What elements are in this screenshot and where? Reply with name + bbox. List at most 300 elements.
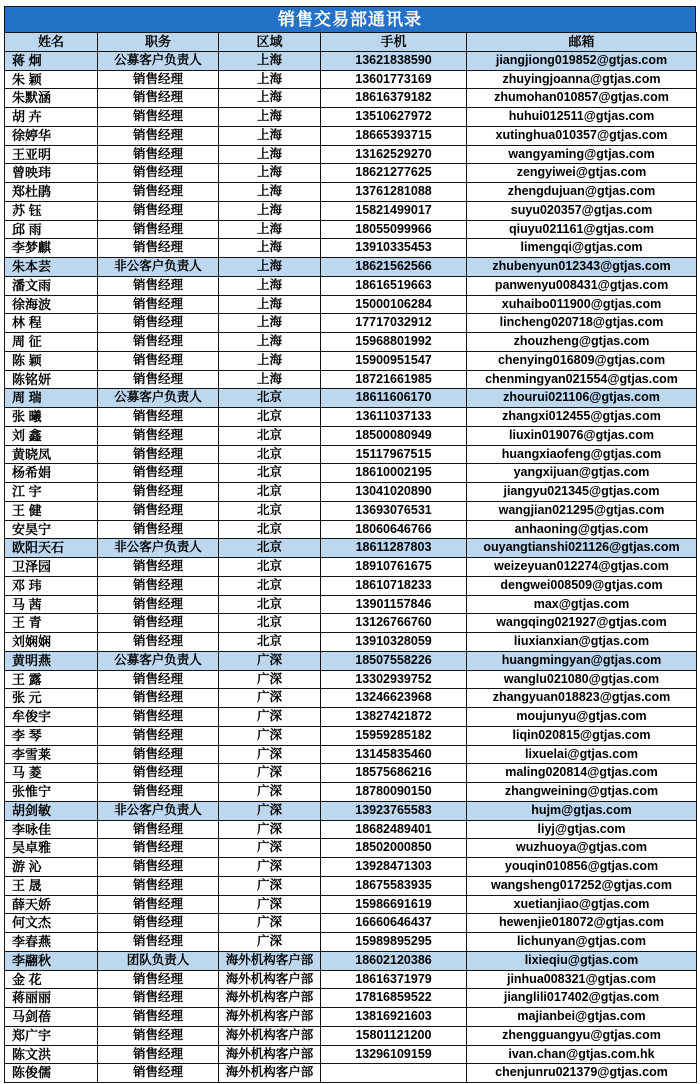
phone-cell: 18060646766 [321, 520, 467, 539]
page-title: 销售交易部通讯录 [4, 6, 696, 32]
name-cell: 李雪莱 [5, 745, 98, 764]
region-cell: 海外机构客户部 [219, 1026, 321, 1045]
position-cell: 销售经理 [98, 108, 219, 127]
name-cell: 杨希娟 [5, 464, 98, 483]
table-row [5, 951, 697, 970]
table-row [5, 820, 697, 839]
email-cell: lixuelai@gtjas.com [467, 745, 697, 764]
contacts-table [4, 32, 697, 1083]
table-row [5, 576, 697, 595]
name-cell: 王 健 [5, 501, 98, 520]
region-cell: 广深 [219, 933, 321, 952]
table-row [5, 389, 697, 408]
phone-cell: 18500080949 [321, 426, 467, 445]
phone-cell: 18610002195 [321, 464, 467, 483]
position-cell: 销售经理 [98, 933, 219, 952]
region-cell: 上海 [219, 108, 321, 127]
region-cell: 上海 [219, 164, 321, 183]
table-row [5, 708, 697, 727]
position-cell: 销售经理 [98, 708, 219, 727]
email-cell: anhaoning@gtjas.com [467, 520, 697, 539]
region-cell: 北京 [219, 483, 321, 502]
region-cell: 上海 [219, 258, 321, 277]
position-cell: 销售经理 [98, 1064, 219, 1083]
table-row [5, 276, 697, 295]
region-cell: 北京 [219, 539, 321, 558]
header-row [5, 33, 697, 52]
table-row [5, 520, 697, 539]
phone-cell: 15117967515 [321, 445, 467, 464]
phone-cell: 13145835460 [321, 745, 467, 764]
email-cell: majianbei@gtjas.com [467, 1008, 697, 1027]
table-row [5, 914, 697, 933]
phone-cell: 17717032912 [321, 314, 467, 333]
table-row [5, 783, 697, 802]
table-row [5, 220, 697, 239]
position-cell: 销售经理 [98, 633, 219, 652]
email-cell: youqin010856@gtjas.com [467, 858, 697, 877]
name-cell: 金 花 [5, 970, 98, 989]
region-cell: 上海 [219, 145, 321, 164]
position-cell: 销售经理 [98, 201, 219, 220]
phone-cell: 13621838590 [321, 51, 467, 70]
table-row [5, 464, 697, 483]
name-cell: 徐海波 [5, 295, 98, 314]
position-cell: 销售经理 [98, 1045, 219, 1064]
region-cell: 广深 [219, 745, 321, 764]
region-cell: 广深 [219, 708, 321, 727]
region-cell: 广深 [219, 670, 321, 689]
position-cell: 销售经理 [98, 314, 219, 333]
name-cell: 朱默涵 [5, 89, 98, 108]
name-cell: 牟俊宇 [5, 708, 98, 727]
name-cell: 李 琴 [5, 726, 98, 745]
email-cell: moujunyu@gtjas.com [467, 708, 697, 727]
region-cell: 广深 [219, 914, 321, 933]
name-cell: 邓 玮 [5, 576, 98, 595]
position-cell: 销售经理 [98, 426, 219, 445]
name-cell: 郑杜鹃 [5, 183, 98, 202]
table-row [5, 745, 697, 764]
position-cell: 公募客户负责人 [98, 389, 219, 408]
region-cell: 上海 [219, 201, 321, 220]
table-row [5, 839, 697, 858]
table-row [5, 126, 697, 145]
table-row [5, 689, 697, 708]
phone-cell: 15989895295 [321, 933, 467, 952]
position-cell: 销售经理 [98, 126, 219, 145]
table-row [5, 595, 697, 614]
name-cell: 张 元 [5, 689, 98, 708]
position-cell: 销售经理 [98, 464, 219, 483]
table-row [5, 858, 697, 877]
position-cell: 销售经理 [98, 989, 219, 1008]
email-cell: zhumohan010857@gtjas.com [467, 89, 697, 108]
email-cell: wangyaming@gtjas.com [467, 145, 697, 164]
position-cell: 销售经理 [98, 89, 219, 108]
phone-cell: 13816921603 [321, 1008, 467, 1027]
phone-cell: 18575686216 [321, 764, 467, 783]
name-cell: 胡 卉 [5, 108, 98, 127]
table-row [5, 501, 697, 520]
phone-cell: 18502000850 [321, 839, 467, 858]
table-row [5, 51, 697, 70]
region-cell: 广深 [219, 876, 321, 895]
phone-cell: 13693076531 [321, 501, 467, 520]
region-cell: 北京 [219, 520, 321, 539]
region-cell: 上海 [219, 333, 321, 352]
position-cell: 销售经理 [98, 239, 219, 258]
table-row [5, 351, 697, 370]
phone-cell: 13611037133 [321, 408, 467, 427]
name-cell: 张惟宁 [5, 783, 98, 802]
table-row [5, 1045, 697, 1064]
email-cell: xuetianjiao@gtjas.com [467, 895, 697, 914]
table-row [5, 295, 697, 314]
name-cell: 刘娴娴 [5, 633, 98, 652]
table-row [5, 333, 697, 352]
table-row [5, 201, 697, 220]
name-cell: 游 沁 [5, 858, 98, 877]
region-cell: 广深 [219, 801, 321, 820]
name-cell: 江 宇 [5, 483, 98, 502]
name-cell: 郑广宇 [5, 1026, 98, 1045]
email-cell: zengyiwei@gtjas.com [467, 164, 697, 183]
phone-cell: 13041020890 [321, 483, 467, 502]
email-cell: xutinghua010357@gtjas.com [467, 126, 697, 145]
table-row [5, 670, 697, 689]
phone-cell: 13910335453 [321, 239, 467, 258]
name-cell: 李咏佳 [5, 820, 98, 839]
table-row [5, 370, 697, 389]
position-cell: 销售经理 [98, 595, 219, 614]
name-cell: 陈俊儒 [5, 1064, 98, 1083]
phone-cell: 13910328059 [321, 633, 467, 652]
name-cell: 王 青 [5, 614, 98, 633]
email-cell: huangxiaofeng@gtjas.com [467, 445, 697, 464]
email-cell: zhangweining@gtjas.com [467, 783, 697, 802]
email-cell: max@gtjas.com [467, 595, 697, 614]
region-cell: 北京 [219, 633, 321, 652]
table-row [5, 764, 697, 783]
email-cell: ivan.chan@gtjas.com.hk [467, 1045, 697, 1064]
position-cell: 销售经理 [98, 670, 219, 689]
name-cell: 李春燕 [5, 933, 98, 952]
region-cell: 上海 [219, 183, 321, 202]
region-cell: 北京 [219, 464, 321, 483]
table-row [5, 483, 697, 502]
name-cell: 蒋丽丽 [5, 989, 98, 1008]
email-cell: zhuyingjoanna@gtjas.com [467, 70, 697, 89]
table-row [5, 145, 697, 164]
table-row [5, 876, 697, 895]
phone-cell: 13923765583 [321, 801, 467, 820]
phone-cell: 18675583935 [321, 876, 467, 895]
region-cell: 上海 [219, 220, 321, 239]
email-cell: liqin020815@gtjas.com [467, 726, 697, 745]
name-cell: 黄晓凤 [5, 445, 98, 464]
table-row [5, 1008, 697, 1027]
region-cell: 北京 [219, 426, 321, 445]
column-header-phone: 手机 [321, 33, 467, 52]
email-cell: wangsheng017252@gtjas.com [467, 876, 697, 895]
email-cell: chenying016809@gtjas.com [467, 351, 697, 370]
phone-cell: 15821499017 [321, 201, 467, 220]
email-cell: liyj@gtjas.com [467, 820, 697, 839]
table-row [5, 989, 697, 1008]
position-cell: 销售经理 [98, 839, 219, 858]
region-cell: 北京 [219, 576, 321, 595]
table-row [5, 558, 697, 577]
email-cell: lixieqiu@gtjas.com [467, 951, 697, 970]
region-cell: 上海 [219, 89, 321, 108]
region-cell: 广深 [219, 820, 321, 839]
region-cell: 上海 [219, 126, 321, 145]
region-cell: 上海 [219, 370, 321, 389]
name-cell: 黄明燕 [5, 651, 98, 670]
position-cell: 销售经理 [98, 689, 219, 708]
phone-cell: 18602120386 [321, 951, 467, 970]
position-cell: 销售经理 [98, 445, 219, 464]
email-cell: jinhua008321@gtjas.com [467, 970, 697, 989]
name-cell: 王 晟 [5, 876, 98, 895]
phone-cell: 18910761675 [321, 558, 467, 577]
email-cell: zhangxi012455@gtjas.com [467, 408, 697, 427]
phone-cell: 18507558226 [321, 651, 467, 670]
table-row [5, 1064, 697, 1083]
region-cell: 广深 [219, 839, 321, 858]
region-cell: 上海 [219, 351, 321, 370]
position-cell: 公募客户负责人 [98, 651, 219, 670]
phone-cell: 13761281088 [321, 183, 467, 202]
table-row [5, 183, 697, 202]
position-cell: 团队负责人 [98, 951, 219, 970]
region-cell: 广深 [219, 726, 321, 745]
phone-cell: 15959285182 [321, 726, 467, 745]
email-cell: yangxijuan@gtjas.com [467, 464, 697, 483]
email-cell: wangqing021927@gtjas.com [467, 614, 697, 633]
email-cell: chenjunru021379@gtjas.com [467, 1064, 697, 1083]
region-cell: 海外机构客户部 [219, 1008, 321, 1027]
table-row [5, 426, 697, 445]
region-cell: 广深 [219, 651, 321, 670]
name-cell: 刘 鑫 [5, 426, 98, 445]
name-cell: 蒋 炯 [5, 51, 98, 70]
position-cell: 销售经理 [98, 745, 219, 764]
phone-cell: 13601773169 [321, 70, 467, 89]
column-header-region: 区域 [219, 33, 321, 52]
table-row [5, 108, 697, 127]
position-cell: 公募客户负责人 [98, 51, 219, 70]
table-row [5, 314, 697, 333]
region-cell: 海外机构客户部 [219, 951, 321, 970]
column-header-name: 姓名 [5, 33, 98, 52]
email-cell: zhouzheng@gtjas.com [467, 333, 697, 352]
table-row [5, 539, 697, 558]
region-cell: 上海 [219, 314, 321, 333]
position-cell: 销售经理 [98, 70, 219, 89]
phone-cell: 13302939752 [321, 670, 467, 689]
table-row [5, 1026, 697, 1045]
region-cell: 上海 [219, 51, 321, 70]
phone-cell: 18621277625 [321, 164, 467, 183]
name-cell: 马剑蓓 [5, 1008, 98, 1027]
email-cell: dengwei008509@gtjas.com [467, 576, 697, 595]
email-cell: weizeyuan012274@gtjas.com [467, 558, 697, 577]
email-cell: zhangyuan018823@gtjas.com [467, 689, 697, 708]
position-cell: 销售经理 [98, 876, 219, 895]
phone-cell: 15000106284 [321, 295, 467, 314]
phone-cell: 13928471303 [321, 858, 467, 877]
email-cell: zhubenyun012343@gtjas.com [467, 258, 697, 277]
name-cell: 曾映玮 [5, 164, 98, 183]
phone-cell: 15986691619 [321, 895, 467, 914]
name-cell: 吴卓雅 [5, 839, 98, 858]
email-cell: limengqi@gtjas.com [467, 239, 697, 258]
position-cell: 销售经理 [98, 726, 219, 745]
phone-cell: 18621562566 [321, 258, 467, 277]
email-cell: ouyangtianshi021126@gtjas.com [467, 539, 697, 558]
email-cell: zhourui021106@gtjas.com [467, 389, 697, 408]
email-cell: zhengguangyu@gtjas.com [467, 1026, 697, 1045]
email-cell: lincheng020718@gtjas.com [467, 314, 697, 333]
email-cell: panwenyu008431@gtjas.com [467, 276, 697, 295]
position-cell: 销售经理 [98, 614, 219, 633]
position-cell: 销售经理 [98, 220, 219, 239]
phone-cell: 18611606170 [321, 389, 467, 408]
region-cell: 广深 [219, 783, 321, 802]
region-cell: 上海 [219, 70, 321, 89]
position-cell: 销售经理 [98, 520, 219, 539]
position-cell: 销售经理 [98, 333, 219, 352]
region-cell: 广深 [219, 689, 321, 708]
email-cell: lichunyan@gtjas.com [467, 933, 697, 952]
name-cell: 陈 颖 [5, 351, 98, 370]
position-cell: 销售经理 [98, 164, 219, 183]
phone-cell: 18616379182 [321, 89, 467, 108]
position-cell: 销售经理 [98, 183, 219, 202]
phone-cell: 18616371979 [321, 970, 467, 989]
region-cell: 海外机构客户部 [219, 970, 321, 989]
region-cell: 北京 [219, 501, 321, 520]
email-cell: jianglili017402@gtjas.com [467, 989, 697, 1008]
region-cell: 广深 [219, 764, 321, 783]
email-cell: jiangjiong019852@gtjas.com [467, 51, 697, 70]
phone-cell: 18721661985 [321, 370, 467, 389]
email-cell: wangjian021295@gtjas.com [467, 501, 697, 520]
phone-cell: 18780090150 [321, 783, 467, 802]
region-cell: 海外机构客户部 [219, 989, 321, 1008]
email-cell: qiuyu021161@gtjas.com [467, 220, 697, 239]
name-cell: 陈文洪 [5, 1045, 98, 1064]
position-cell: 销售经理 [98, 1026, 219, 1045]
phone-cell: 18665393715 [321, 126, 467, 145]
region-cell: 北京 [219, 558, 321, 577]
email-cell: liuxin019076@gtjas.com [467, 426, 697, 445]
position-cell: 销售经理 [98, 895, 219, 914]
position-cell: 非公客户负责人 [98, 539, 219, 558]
name-cell: 潘文雨 [5, 276, 98, 295]
phone-cell: 13126766760 [321, 614, 467, 633]
region-cell: 广深 [219, 858, 321, 877]
name-cell: 胡剑敏 [5, 801, 98, 820]
phone-cell: 13162529270 [321, 145, 467, 164]
email-cell: suyu020357@gtjas.com [467, 201, 697, 220]
phone-cell: 15900951547 [321, 351, 467, 370]
position-cell: 销售经理 [98, 276, 219, 295]
table-row [5, 164, 697, 183]
name-cell: 朱 颖 [5, 70, 98, 89]
phone-cell [321, 1064, 467, 1083]
name-cell: 安昊宁 [5, 520, 98, 539]
email-cell: xuhaibo011900@gtjas.com [467, 295, 697, 314]
table-row [5, 239, 697, 258]
name-cell: 何文杰 [5, 914, 98, 933]
phone-cell: 18616519663 [321, 276, 467, 295]
region-cell: 上海 [219, 239, 321, 258]
table-body [5, 51, 697, 1082]
email-cell: maling020814@gtjas.com [467, 764, 697, 783]
email-cell: hujm@gtjas.com [467, 801, 697, 820]
table-row [5, 258, 697, 277]
table-row [5, 726, 697, 745]
region-cell: 北京 [219, 389, 321, 408]
email-cell: liuxianxian@gtjas.com [467, 633, 697, 652]
position-cell: 销售经理 [98, 914, 219, 933]
region-cell: 上海 [219, 276, 321, 295]
email-cell: jiangyu021345@gtjas.com [467, 483, 697, 502]
position-cell: 销售经理 [98, 558, 219, 577]
name-cell: 徐婷华 [5, 126, 98, 145]
name-cell: 马 茜 [5, 595, 98, 614]
phone-cell: 13296109159 [321, 1045, 467, 1064]
email-cell: wuzhuoya@gtjas.com [467, 839, 697, 858]
phone-cell: 13510627972 [321, 108, 467, 127]
table-row [5, 651, 697, 670]
position-cell: 销售经理 [98, 501, 219, 520]
name-cell: 卫泽园 [5, 558, 98, 577]
position-cell: 销售经理 [98, 1008, 219, 1027]
position-cell: 销售经理 [98, 408, 219, 427]
table-row [5, 895, 697, 914]
region-cell: 北京 [219, 445, 321, 464]
position-cell: 销售经理 [98, 351, 219, 370]
phone-cell: 16660646437 [321, 914, 467, 933]
name-cell: 周 征 [5, 333, 98, 352]
position-cell: 非公客户负责人 [98, 258, 219, 277]
region-cell: 北京 [219, 614, 321, 633]
position-cell: 销售经理 [98, 145, 219, 164]
phone-cell: 18610718233 [321, 576, 467, 595]
region-cell: 上海 [219, 295, 321, 314]
phone-cell: 15801121200 [321, 1026, 467, 1045]
name-cell: 苏 钰 [5, 201, 98, 220]
table-row [5, 445, 697, 464]
region-cell: 北京 [219, 595, 321, 614]
position-cell: 销售经理 [98, 820, 219, 839]
name-cell: 马 菱 [5, 764, 98, 783]
name-cell: 邱 雨 [5, 220, 98, 239]
region-cell: 海外机构客户部 [219, 1064, 321, 1083]
position-cell: 销售经理 [98, 970, 219, 989]
phone-cell: 13827421872 [321, 708, 467, 727]
position-cell: 销售经理 [98, 858, 219, 877]
name-cell: 薛天娇 [5, 895, 98, 914]
name-cell: 朱本芸 [5, 258, 98, 277]
position-cell: 销售经理 [98, 370, 219, 389]
email-cell: hewenjie018072@gtjas.com [467, 914, 697, 933]
phone-cell: 13901157846 [321, 595, 467, 614]
